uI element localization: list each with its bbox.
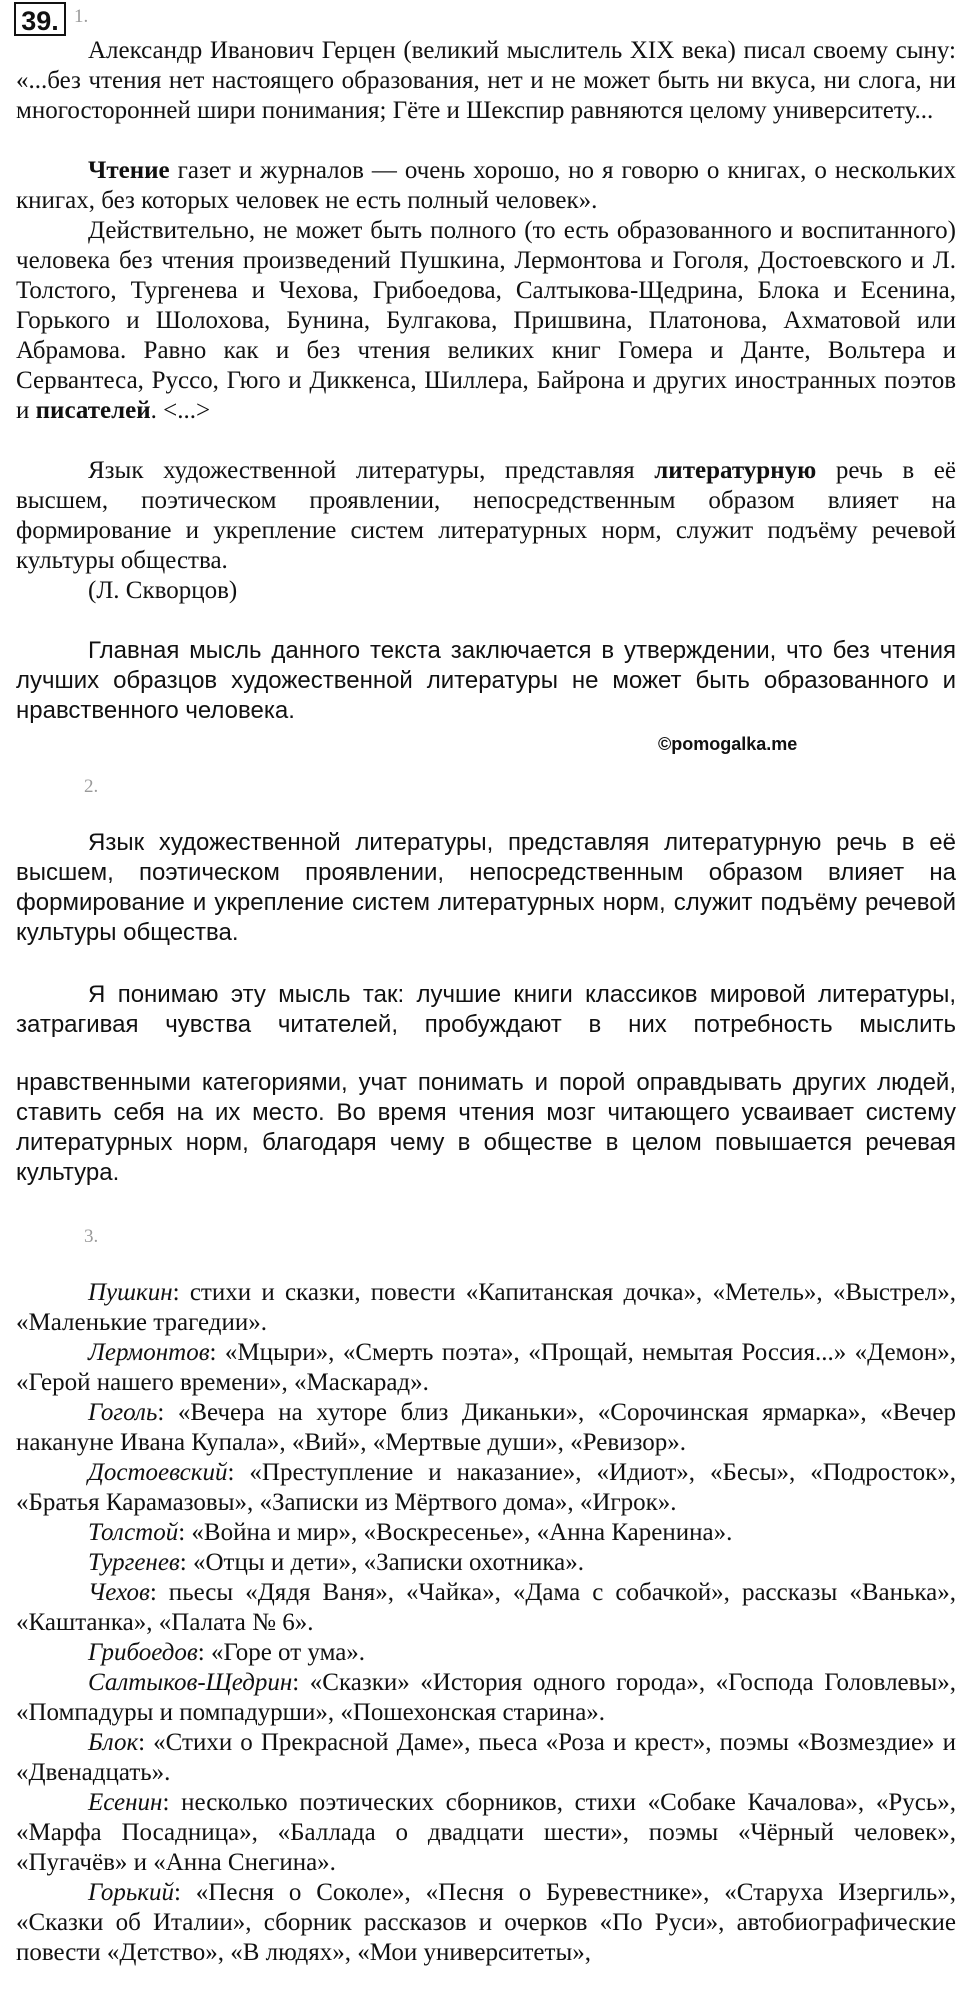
author-name: Толстой [88,1519,179,1546]
quote-author: (Л. Скворцов) [88,577,238,604]
list-item: Салтыков-Щедрин: «Сказки» «История одного города», «Господа Головлевы», «Помпадуры и помпадурши», «Пошехонская старина». [16,1669,956,1726]
list-item: Чехов: пьесы «Дядя Ваня», «Чайка», «Дама с собачкой», рассказы «Ванька», «Каштанка», «Палата № 6». [16,1579,956,1636]
author-name: Салтыков-Щедрин [88,1669,293,1696]
list-item: Достоевский: «Преступление и наказание», «Идиот», «Бесы», «Подросток», «Братья Карамазовы», «Записки из Мёртвого дома», «Игрок». [16,1459,956,1516]
answer-1-main-idea: Главная мысль данного текста заключается в утверждении, что без чтения лучших образцов художественной литературы не может быть образованного и нравственного человека. [16,637,956,724]
author-name: Горький [88,1879,174,1906]
list-item: Тургенев: «Отцы и дети», «Записки охотника». [88,1549,584,1576]
author-name: Лермонтов [88,1339,210,1366]
part-2-number: 2. [84,776,99,797]
bold-word-literary: литературную [654,457,817,484]
answer-2-explanation-end: нравственными категориями, учат понимать и порой оправдывать других людей, ставить себя на их место. Во время чтения мозг читающего усваивает систему литературных норм, благодаря чему в обществе в целом повышается речевая культура. [16,1069,956,1186]
author-name: Грибоедов [88,1639,198,1666]
list-item: Лермонтов: «Мцыри», «Смерть поэта», «Прощай, немытая Россия...» «Демон», «Герой нашего времени», «Маскарад». [16,1339,956,1396]
quote-paragraph-1: Александр Иванович Герцен (великий мыслитель XIX века) писал своему сыну: «...без чтения нет настоящего образования, нет и не может быть ни вкуса, ни слога, ни многосторонней шири понимания; Гёте и Шекспир равняются целому университету... [16,37,956,124]
quote-paragraph-3: Действительно, не может быть полного (то есть образованного и воспитанного) человека без чтения произведений Пушкина, Лермонтова и Гоголя, Достоевского и Л. Толстого, Тургенева и Чехова, Грибоедова, Салтыкова-Щедрина, Блока и Есенина, Горького и Шолохова, Бунина, Булгакова, Пришвина, Платонова, Ахматовой или Абрамова. Равно как и без чтения великих книг Гомера и Данте, Вольтера и Сервантеса, Руссо, Гюго и Диккенса, Шиллера, Байрона и других иностранных поэтов и писателей. <...> [16,217,956,424]
bold-word-writers: писателей [35,397,151,424]
list-item: Горький: «Песня о Соколе», «Песня о Буревестнике», «Старуха Изергиль», «Сказки об Италии», сборник рассказов и очерков «По Руси», автобиографические повести «Детство», «В людях», «Мои университеты», [16,1879,956,1966]
list-item: Грибоедов: «Горе от ума». [88,1639,366,1666]
task-number: 39. [14,2,66,36]
list-item: Блок: «Стихи о Прекрасной Даме», пьеса «Роза и крест», поэмы «Возмездие» и «Двенадцать». [16,1729,956,1786]
site-watermark: ©pomogalka.me [658,734,798,754]
author-name: Пушкин [88,1279,173,1306]
list-item: Гоголь: «Вечера на хуторе близ Диканьки», «Сорочинская ярмарка», «Вечер накануне Ивана Купала», «Вий», «Мертвые души», «Ревизор». [16,1399,956,1456]
answer-2-sentence: Язык художественной литературы, представляя литературную речь в её высшем, поэтическом проявлении, непосредственным образом влияет на формирование и укрепление систем литературных норм, служит подъёму речевой культуры общества. [16,829,956,946]
author-name: Достоевский [88,1459,228,1486]
list-item: Есенин: несколько поэтических сборников, стихи «Собаке Качалова», «Русь», «Марфа Посадница», «Баллада о двадцати шести», поэмы «Чёрный человек», «Пугачёв» и «Анна Снегина». [16,1789,956,1876]
author-name: Чехов [88,1579,150,1606]
quote-paragraph-4: Язык художественной литературы, представляя литературную речь в её высшем, поэтическом проявлении, непосредственным образом влияет на формирование и укрепление систем литературных норм, служит подъёму речевой культуры общества. [16,457,956,574]
bold-word-reading: Чтение [88,157,170,184]
author-name: Тургенев [88,1549,180,1576]
quote-paragraph-2: Чтение газет и журналов — очень хорошо, но я говорю о книгах, о нескольких книгах, без которых человек не есть полный человек». [16,157,956,214]
part-3-number: 3. [84,1226,99,1247]
list-item: Толстой: «Война и мир», «Воскресенье», «Анна Каренина». [88,1519,733,1546]
author-name: Гоголь [88,1399,158,1426]
author-name: Есенин [88,1789,163,1816]
answer-2-explanation-start: Я понимаю эту мысль так: лучшие книги классиков мировой литературы, затрагивая чувства читателей, пробуждают в них потребность мыслить [16,981,956,1038]
author-name: Блок [88,1729,139,1756]
list-item: Пушкин: стихи и сказки, повести «Капитанская дочка», «Метель», «Выстрел», «Маленькие трагедии». [16,1279,956,1336]
part-1-number: 1. [74,6,89,27]
